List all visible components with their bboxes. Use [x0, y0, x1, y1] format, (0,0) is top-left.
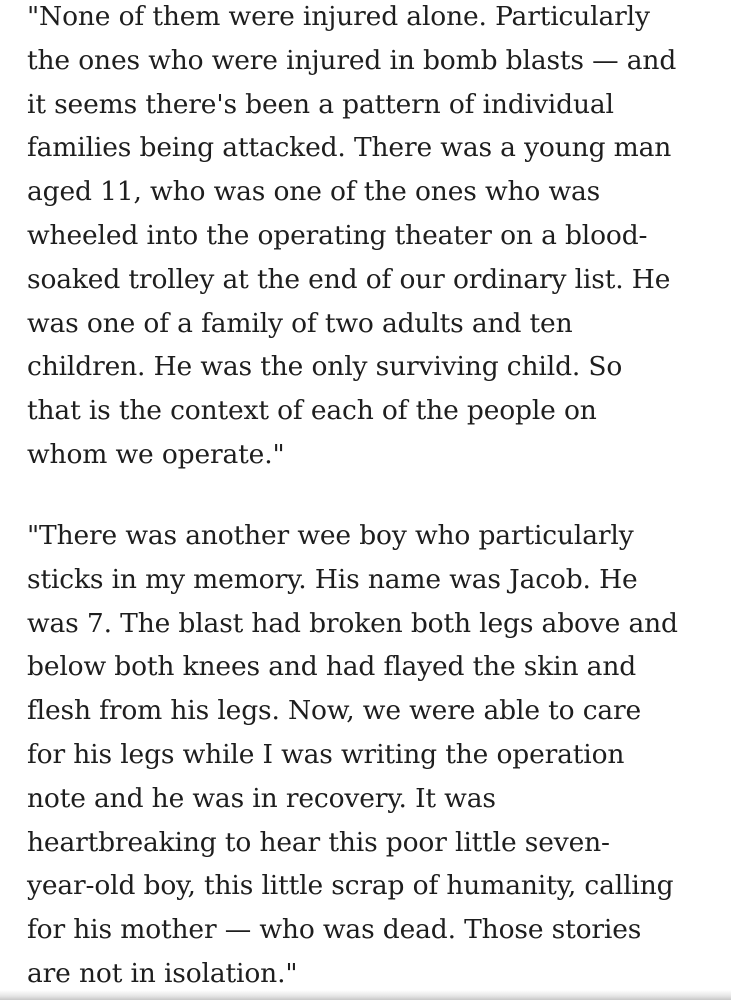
text-line: wheeled into the operating theater on a blood- [27, 219, 648, 251]
text-line: "None of them were injured alone. Particularly [27, 1, 650, 32]
quote-paragraph-1 [27, 0, 676, 477]
text-line: families being attacked. There was a young man [27, 132, 672, 164]
text-line: whom we operate." [27, 438, 285, 470]
text-line: was 7. The blast had broken both legs above and [27, 607, 678, 639]
text-line: children. He was the only surviving child. So [27, 351, 623, 383]
text-line: it seems there's been a pattern of individual [27, 88, 614, 120]
text-line: "There was another wee boy who particularly [27, 520, 634, 551]
text-line: for his mother — who was dead. Those stories [27, 914, 642, 946]
text-line: year-old boy, this little scrap of humanity, calling [27, 870, 674, 902]
text-line: that is the context of each of the people on [27, 395, 597, 427]
text-line: was one of a family of two adults and ten [27, 307, 573, 339]
text-line: sticks in my memory. His name was Jacob. He [27, 563, 638, 595]
bottom-edge-shadow [0, 990, 731, 1000]
text-line: note and he was in recovery. It was [27, 782, 496, 814]
text-line: flesh from his legs. Now, we were able to care [27, 695, 642, 727]
text-line: below both knees and had flayed the skin and [27, 651, 637, 683]
quote-paragraph-2 [27, 514, 678, 996]
text-line: soaked trolley at the end of our ordinary list. He [27, 263, 671, 295]
text-line: the ones who were injured in bomb blasts — and [27, 44, 677, 76]
text-line: for his legs while I was writing the operation [27, 738, 625, 770]
text-line: are not in isolation." [27, 957, 298, 989]
text-line: heartbreaking to hear this poor little seven- [27, 826, 610, 858]
text-line: aged 11, who was one of the ones who was [27, 176, 601, 208]
